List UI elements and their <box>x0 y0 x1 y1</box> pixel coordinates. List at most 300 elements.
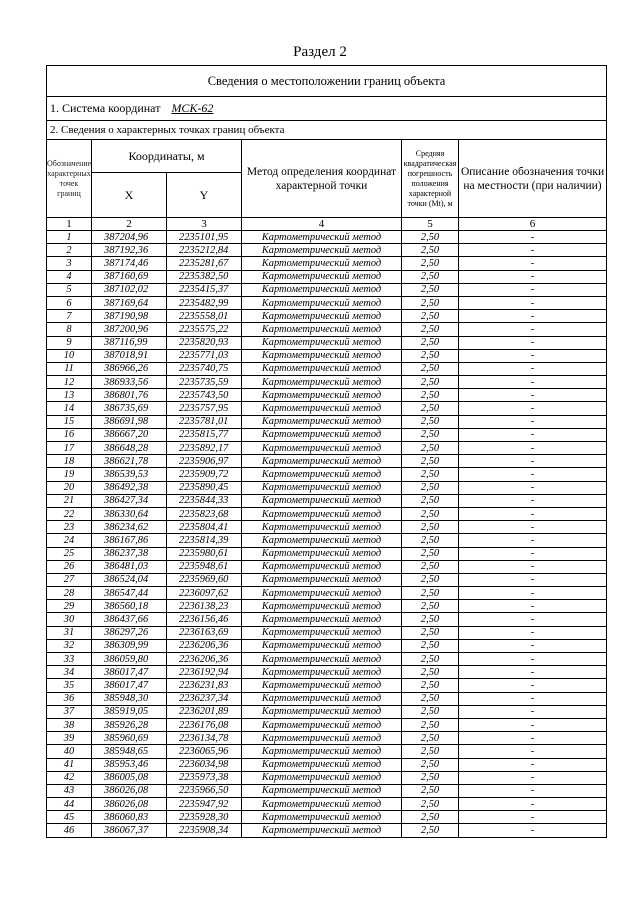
table-row <box>47 573 607 586</box>
table-row <box>47 718 607 731</box>
data-rows <box>47 231 607 838</box>
point-number: 10 <box>47 349 92 362</box>
coord-x: 386017,47 <box>92 666 167 679</box>
description: - <box>459 323 607 336</box>
table-row <box>47 442 607 455</box>
description: - <box>459 231 607 244</box>
coord-x: 387190,98 <box>92 310 167 323</box>
table-row <box>47 296 607 309</box>
coord-y: 2235101,95 <box>167 231 242 244</box>
point-number: 45 <box>47 811 92 824</box>
coord-x: 387160,69 <box>92 270 167 283</box>
coord-y: 2236163,69 <box>167 626 242 639</box>
method: Картометрический метод <box>242 547 402 560</box>
description: - <box>459 811 607 824</box>
table-row <box>47 771 607 784</box>
method: Картометрический метод <box>242 428 402 441</box>
coord-x: 386059,80 <box>92 653 167 666</box>
coord-x: 385926,28 <box>92 718 167 731</box>
coord-x: 386691,98 <box>92 415 167 428</box>
mt-value: 2,50 <box>402 784 459 797</box>
coord-y: 2235892,17 <box>167 442 242 455</box>
coord-y: 2235781,01 <box>167 415 242 428</box>
table-row <box>47 798 607 811</box>
coord-x: 386492,38 <box>92 481 167 494</box>
column-number: 4 <box>242 218 402 231</box>
point-number: 1 <box>47 231 92 244</box>
method: Картометрический метод <box>242 494 402 507</box>
point-number: 46 <box>47 824 92 837</box>
coord-y: 2236134,78 <box>167 732 242 745</box>
description: - <box>459 270 607 283</box>
coord-y: 2235382,50 <box>167 270 242 283</box>
method: Картометрический метод <box>242 481 402 494</box>
method: Картометрический метод <box>242 573 402 586</box>
coord-x: 386735,69 <box>92 402 167 415</box>
coordinate-system-label: 1. Система координат <box>50 101 161 115</box>
description: - <box>459 283 607 296</box>
description: - <box>459 481 607 494</box>
description: - <box>459 389 607 402</box>
table-row <box>47 415 607 428</box>
coord-y: 2235844,33 <box>167 494 242 507</box>
table-row <box>47 494 607 507</box>
header-point-designation: Обозначение характерных точек границ <box>47 140 92 218</box>
description: - <box>459 296 607 309</box>
description: - <box>459 824 607 837</box>
coord-x: 386966,26 <box>92 362 167 375</box>
point-number: 44 <box>47 798 92 811</box>
mt-value: 2,50 <box>402 560 459 573</box>
description: - <box>459 244 607 257</box>
coord-y: 2235575,22 <box>167 323 242 336</box>
table-row <box>47 705 607 718</box>
point-number: 25 <box>47 547 92 560</box>
coord-y: 2235740,75 <box>167 362 242 375</box>
coord-x: 386539,53 <box>92 468 167 481</box>
coord-x: 386427,34 <box>92 494 167 507</box>
table-row <box>47 745 607 758</box>
coord-y: 2235558,01 <box>167 310 242 323</box>
column-number: 5 <box>402 218 459 231</box>
coord-x: 386237,38 <box>92 547 167 560</box>
mt-value: 2,50 <box>402 679 459 692</box>
point-number: 7 <box>47 310 92 323</box>
description: - <box>459 547 607 560</box>
coord-y: 2235743,50 <box>167 389 242 402</box>
coord-x: 386801,76 <box>92 389 167 402</box>
description: - <box>459 442 607 455</box>
point-number: 17 <box>47 442 92 455</box>
method: Картометрический метод <box>242 244 402 257</box>
table-row <box>47 679 607 692</box>
coord-y: 2236206,36 <box>167 653 242 666</box>
mt-value: 2,50 <box>402 811 459 824</box>
mt-value: 2,50 <box>402 389 459 402</box>
description: - <box>459 507 607 520</box>
coord-x: 386060,83 <box>92 811 167 824</box>
method: Картометрический метод <box>242 560 402 573</box>
point-number: 41 <box>47 758 92 771</box>
table-row <box>47 521 607 534</box>
mt-value: 2,50 <box>402 481 459 494</box>
mt-value: 2,50 <box>402 468 459 481</box>
mt-value: 2,50 <box>402 521 459 534</box>
point-number: 35 <box>47 679 92 692</box>
mt-value: 2,50 <box>402 283 459 296</box>
method: Картометрический метод <box>242 402 402 415</box>
section-title: Раздел 2 <box>293 44 347 60</box>
method: Картометрический метод <box>242 534 402 547</box>
mt-value: 2,50 <box>402 534 459 547</box>
coord-x: 386330,64 <box>92 507 167 520</box>
coord-y: 2236034,98 <box>167 758 242 771</box>
method: Картометрический метод <box>242 507 402 520</box>
table-row <box>47 626 607 639</box>
method: Картометрический метод <box>242 442 402 455</box>
description: - <box>459 468 607 481</box>
description: - <box>459 784 607 797</box>
description: - <box>459 653 607 666</box>
coord-y: 2236206,36 <box>167 639 242 652</box>
point-number: 37 <box>47 705 92 718</box>
method: Картометрический метод <box>242 705 402 718</box>
table-row <box>47 758 607 771</box>
points-section-label: 2. Сведения о характерных точках границ объекта <box>47 121 607 140</box>
coord-y: 2235212,84 <box>167 244 242 257</box>
description: - <box>459 573 607 586</box>
mt-value: 2,50 <box>402 296 459 309</box>
table-row <box>47 692 607 705</box>
point-number: 33 <box>47 653 92 666</box>
mt-value: 2,50 <box>402 402 459 415</box>
point-number: 23 <box>47 521 92 534</box>
table-row <box>47 270 607 283</box>
description: - <box>459 257 607 270</box>
description: - <box>459 798 607 811</box>
coord-y: 2236237,34 <box>167 692 242 705</box>
point-number: 42 <box>47 771 92 784</box>
method: Картометрический метод <box>242 310 402 323</box>
method: Картометрический метод <box>242 257 402 270</box>
coord-x: 387200,96 <box>92 323 167 336</box>
point-number: 22 <box>47 507 92 520</box>
method: Картометрический метод <box>242 798 402 811</box>
method: Картометрический метод <box>242 732 402 745</box>
mt-value: 2,50 <box>402 573 459 586</box>
mt-value: 2,50 <box>402 336 459 349</box>
coord-x: 386667,20 <box>92 428 167 441</box>
point-number: 36 <box>47 692 92 705</box>
coord-y: 2236176,08 <box>167 718 242 731</box>
point-number: 20 <box>47 481 92 494</box>
boundary-points-table <box>46 65 607 838</box>
point-number: 27 <box>47 573 92 586</box>
table-row <box>47 784 607 797</box>
mt-value: 2,50 <box>402 613 459 626</box>
method: Картометрический метод <box>242 600 402 613</box>
mt-value: 2,50 <box>402 494 459 507</box>
coord-x: 386524,04 <box>92 573 167 586</box>
coord-y: 2235804,41 <box>167 521 242 534</box>
coord-y: 2235973,38 <box>167 771 242 784</box>
point-number: 8 <box>47 323 92 336</box>
mt-value: 2,50 <box>402 758 459 771</box>
mt-value: 2,50 <box>402 626 459 639</box>
coord-x: 386621,78 <box>92 455 167 468</box>
coord-x: 385953,46 <box>92 758 167 771</box>
description: - <box>459 745 607 758</box>
table-row <box>47 507 607 520</box>
method: Картометрический метод <box>242 771 402 784</box>
table-row <box>47 600 607 613</box>
point-number: 14 <box>47 402 92 415</box>
method: Картометрический метод <box>242 415 402 428</box>
column-number: 6 <box>459 218 607 231</box>
method: Картометрический метод <box>242 824 402 837</box>
table-row <box>47 811 607 824</box>
coord-y: 2235815,77 <box>167 428 242 441</box>
point-number: 6 <box>47 296 92 309</box>
header-coordinates: Координаты, м <box>92 140 242 173</box>
method: Картометрический метод <box>242 376 402 389</box>
description: - <box>459 758 607 771</box>
description: - <box>459 613 607 626</box>
mt-value: 2,50 <box>402 231 459 244</box>
coord-x: 386547,44 <box>92 587 167 600</box>
description: - <box>459 362 607 375</box>
point-number: 11 <box>47 362 92 375</box>
mt-value: 2,50 <box>402 428 459 441</box>
coord-y: 2235906,97 <box>167 455 242 468</box>
method: Картометрический метод <box>242 587 402 600</box>
method: Картометрический метод <box>242 336 402 349</box>
mt-value: 2,50 <box>402 547 459 560</box>
method: Картометрический метод <box>242 784 402 797</box>
coord-x: 387192,36 <box>92 244 167 257</box>
description: - <box>459 705 607 718</box>
table-row <box>47 547 607 560</box>
coord-x: 385919,05 <box>92 705 167 718</box>
mt-value: 2,50 <box>402 705 459 718</box>
coord-x: 386026,08 <box>92 798 167 811</box>
description: - <box>459 494 607 507</box>
coord-x: 386437,66 <box>92 613 167 626</box>
method: Картометрический метод <box>242 758 402 771</box>
coord-y: 2235908,34 <box>167 824 242 837</box>
description: - <box>459 600 607 613</box>
coord-y: 2235928,30 <box>167 811 242 824</box>
table-row <box>47 231 607 244</box>
table-row <box>47 455 607 468</box>
method: Картометрический метод <box>242 296 402 309</box>
table-title: Сведения о местоположении границ объекта <box>47 66 607 97</box>
table-row <box>47 824 607 837</box>
method: Картометрический метод <box>242 362 402 375</box>
coordinate-system-row <box>47 97 607 121</box>
mt-value: 2,50 <box>402 600 459 613</box>
method: Картометрический метод <box>242 349 402 362</box>
coord-y: 2235820,93 <box>167 336 242 349</box>
coord-y: 2236156,46 <box>167 613 242 626</box>
point-number: 12 <box>47 376 92 389</box>
mt-value: 2,50 <box>402 639 459 652</box>
description: - <box>459 771 607 784</box>
mt-value: 2,50 <box>402 415 459 428</box>
point-number: 9 <box>47 336 92 349</box>
coord-y: 2235948,61 <box>167 560 242 573</box>
description: - <box>459 534 607 547</box>
point-number: 26 <box>47 560 92 573</box>
coordinate-system-value: МСК-62 <box>171 101 214 115</box>
table-row <box>47 402 607 415</box>
method: Картометрический метод <box>242 653 402 666</box>
point-number: 30 <box>47 613 92 626</box>
coord-y: 2236138,23 <box>167 600 242 613</box>
description: - <box>459 560 607 573</box>
method: Картометрический метод <box>242 455 402 468</box>
column-number: 1 <box>47 218 92 231</box>
description: - <box>459 587 607 600</box>
point-number: 2 <box>47 244 92 257</box>
coord-x: 386309,99 <box>92 639 167 652</box>
table-row <box>47 587 607 600</box>
coord-y: 2235415,37 <box>167 283 242 296</box>
coord-y: 2236192,94 <box>167 666 242 679</box>
header-description: Описание обозначения точки на местности (при наличии) <box>459 140 607 218</box>
method: Картометрический метод <box>242 468 402 481</box>
description: - <box>459 428 607 441</box>
description: - <box>459 692 607 705</box>
point-number: 5 <box>47 283 92 296</box>
mt-value: 2,50 <box>402 442 459 455</box>
method: Картометрический метод <box>242 323 402 336</box>
point-number: 24 <box>47 534 92 547</box>
coord-x: 386167,86 <box>92 534 167 547</box>
method: Картометрический метод <box>242 626 402 639</box>
coord-x: 386005,08 <box>92 771 167 784</box>
header-y: Y <box>167 173 242 218</box>
method: Картометрический метод <box>242 692 402 705</box>
coord-x: 387169,64 <box>92 296 167 309</box>
table-row <box>47 244 607 257</box>
mt-value: 2,50 <box>402 745 459 758</box>
description: - <box>459 402 607 415</box>
coord-y: 2236065,96 <box>167 745 242 758</box>
table-row <box>47 534 607 547</box>
mt-value: 2,50 <box>402 455 459 468</box>
method: Картометрический метод <box>242 270 402 283</box>
mt-value: 2,50 <box>402 653 459 666</box>
coord-y: 2235281,67 <box>167 257 242 270</box>
method: Картометрический метод <box>242 718 402 731</box>
table-row <box>47 481 607 494</box>
table-row <box>47 613 607 626</box>
table-row <box>47 468 607 481</box>
point-number: 21 <box>47 494 92 507</box>
point-number: 4 <box>47 270 92 283</box>
table-row <box>47 283 607 296</box>
table-row <box>47 336 607 349</box>
mt-value: 2,50 <box>402 798 459 811</box>
table-row <box>47 323 607 336</box>
mt-value: 2,50 <box>402 323 459 336</box>
description: - <box>459 349 607 362</box>
mt-value: 2,50 <box>402 376 459 389</box>
method: Картометрический метод <box>242 745 402 758</box>
method: Картометрический метод <box>242 679 402 692</box>
description: - <box>459 376 607 389</box>
coord-y: 2235757,95 <box>167 402 242 415</box>
mt-value: 2,50 <box>402 244 459 257</box>
table-row <box>47 732 607 745</box>
coord-x: 386234,62 <box>92 521 167 534</box>
coord-y: 2235969,60 <box>167 573 242 586</box>
header-mt: Средняя квадратическая погрешность положения характерной точки (Mt), м <box>402 140 459 218</box>
coord-y: 2235947,92 <box>167 798 242 811</box>
table-row <box>47 310 607 323</box>
description: - <box>459 455 607 468</box>
point-number: 3 <box>47 257 92 270</box>
mt-value: 2,50 <box>402 718 459 731</box>
coord-x: 386297,26 <box>92 626 167 639</box>
mt-value: 2,50 <box>402 771 459 784</box>
point-number: 13 <box>47 389 92 402</box>
table-row <box>47 428 607 441</box>
table-row <box>47 389 607 402</box>
mt-value: 2,50 <box>402 310 459 323</box>
point-number: 43 <box>47 784 92 797</box>
mt-value: 2,50 <box>402 666 459 679</box>
coord-x: 386933,56 <box>92 376 167 389</box>
coord-y: 2235823,68 <box>167 507 242 520</box>
description: - <box>459 639 607 652</box>
coord-x: 386560,18 <box>92 600 167 613</box>
mt-value: 2,50 <box>402 270 459 283</box>
mt-value: 2,50 <box>402 587 459 600</box>
coord-x: 387018,91 <box>92 349 167 362</box>
table-row <box>47 666 607 679</box>
column-number: 2 <box>92 218 167 231</box>
header-method: Метод определения координат характерной точки <box>242 140 402 218</box>
coord-y: 2236231,83 <box>167 679 242 692</box>
description: - <box>459 415 607 428</box>
point-number: 15 <box>47 415 92 428</box>
coord-x: 385948,30 <box>92 692 167 705</box>
method: Картометрический метод <box>242 639 402 652</box>
point-number: 29 <box>47 600 92 613</box>
coord-y: 2235771,03 <box>167 349 242 362</box>
point-number: 28 <box>47 587 92 600</box>
coord-x: 387102,02 <box>92 283 167 296</box>
point-number: 18 <box>47 455 92 468</box>
coord-x: 386017,47 <box>92 679 167 692</box>
coord-y: 2235980,61 <box>167 547 242 560</box>
method: Картометрический метод <box>242 389 402 402</box>
point-number: 40 <box>47 745 92 758</box>
method: Картометрический метод <box>242 666 402 679</box>
coord-x: 387204,96 <box>92 231 167 244</box>
coord-x: 385960,69 <box>92 732 167 745</box>
coord-y: 2235890,45 <box>167 481 242 494</box>
coord-y: 2236097,62 <box>167 587 242 600</box>
coord-x: 386026,08 <box>92 784 167 797</box>
table-row <box>47 376 607 389</box>
coord-x: 386648,28 <box>92 442 167 455</box>
table-row <box>47 349 607 362</box>
coord-x: 386481,03 <box>92 560 167 573</box>
table-row <box>47 560 607 573</box>
